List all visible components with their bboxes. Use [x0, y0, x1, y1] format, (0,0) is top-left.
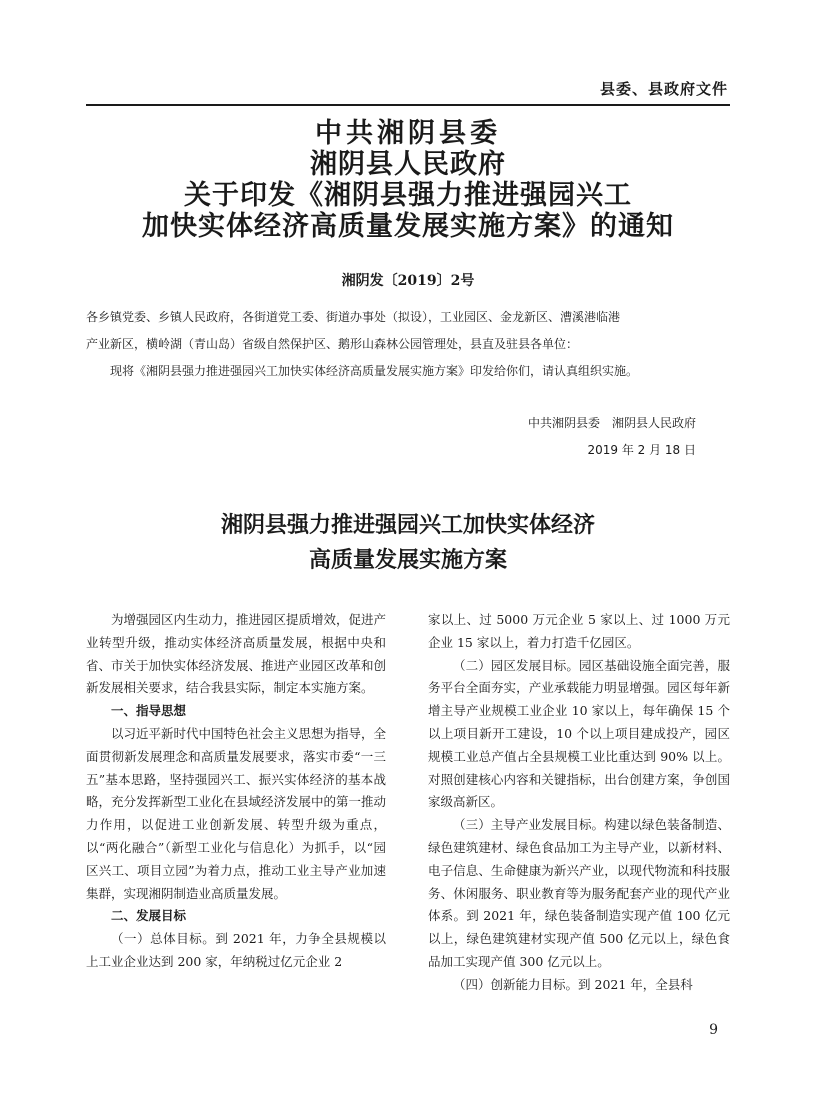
plan-title-line-2: 高质量发展实施方案 — [308, 548, 507, 573]
goal-3-label: （三）主导产业发展目标。 — [453, 817, 605, 833]
goal-1-text: 到 2021 年，力争全县规模以上工业企业达到 200 家，年纳税过亿元企业 2 — [86, 931, 386, 969]
goal-1-continued: 家以上、过 5000 万元企业 5 家以上、过 1000 万元企业 15 家以上，着力打造千亿园区。 — [428, 612, 730, 650]
title-line-4: 加快实体经济高质量发展实施方案》的通知 — [142, 211, 674, 242]
guiding-paragraph: 以习近平新时代中国特色社会主义思想为指导，全面贯彻新发展理念和高质量发展要求，落实市委“一三五”基本思路，坚持强园兴工、振兴实体经济的基本战略，充分发挥新型工业化在县域经济发展中的第一推动力作用，以促进工业创新发展、转型升级为重点，以“两化融合”（新型工业化与信息化）为抓手，以“园区兴工、项目立园”为着力点，推动工业主导产业加速集群，实现湘阴制造业高质量发展。 — [86, 725, 387, 901]
plan-title-line-1: 湘阴县强力推进强园兴工加快实体经济 — [220, 513, 595, 538]
recipients-line-1: 各乡镇党委、乡镇人民政府，各街道党工委、街道办事处（拟设），工业园区、金龙新区、漕溪港临港 — [86, 310, 621, 324]
goal-4-label: （四）创新能力目标。 — [453, 976, 579, 992]
goal-3-paragraph — [428, 814, 730, 974]
right-column — [428, 609, 730, 997]
goal-4-text: 到 2021 年，全县科 — [578, 976, 693, 992]
title-line-2: 湘阴县人民政府 — [310, 149, 506, 180]
instruction-text: 现将《湘阴县强力推进强园兴工加快实体经济高质量发展实施方案》印发给你们，请认真组织实施。 — [110, 364, 639, 378]
title-line-1: 中共湘阴县委 — [315, 118, 501, 149]
section-heading-goals: 二、发展目标 — [111, 908, 187, 924]
notice-title — [86, 118, 730, 242]
section-heading-guiding: 一、指导思想 — [111, 703, 187, 719]
issue-date: 2019 年 2 月 18 日 — [587, 443, 696, 457]
recipients-line-2: 产业新区，横岭湖（青山岛）省级自然保护区、鹅形山森林公园管理处，县直及驻县各单位： — [86, 337, 579, 351]
left-column — [86, 609, 386, 974]
page-number: 9 — [709, 1022, 718, 1038]
signature-block — [528, 410, 696, 464]
intro-paragraph: 为增强园区内生动力，推进园区提质增效，促进产业转型升级，推动实体经济高质量发展，根据中央和省、市关于加快实体经济发展、推进产业园区改革和创新发展相关要求，结合我县实际，制定本实施方案。 — [86, 612, 387, 696]
title-line-3: 关于印发《湘阴县强力推进强园兴工 — [184, 180, 632, 211]
goal-1-paragraph — [86, 928, 386, 974]
document-number: 湘阴发〔2019〕2号 — [341, 273, 475, 289]
goal-3-text: 构建以绿色装备制造、绿色建筑建材、绿色食品加工为主导产业，以新材料、电子信息、生命健康为新兴产业，以现代物流和科技服务、休闲服务、职业教育等为服务配套产业的现代产业体系。到 2021 年，绿色装备制造实现产值 100 亿元以上，绿色建筑建材实现产值 500 亿元以上，绿色食品加工实现产值 300 亿元以上。 — [428, 817, 730, 969]
goal-1-label: （一）总体目标。 — [111, 931, 216, 947]
recipients-block — [86, 304, 730, 385]
goal-2-label: （二）园区发展目标。 — [453, 657, 579, 673]
goal-4-paragraph — [428, 974, 730, 997]
goal-2-text: 园区基础设施全面完善，服务平台全面夯实，产业承载能力明显增强。园区每年新增主导产业规模工业企业 10 家以上，每年确保 15 个以上项目新开工建设，10 个以上项目建成投产，园区规模工业总产值占全县规模工业比重达到 90% 以上。对照创建核心内容和关键指标，出台创建方案，争创国家级高新区。 — [428, 657, 730, 810]
header-divider — [86, 104, 730, 106]
plan-title — [86, 508, 730, 578]
signatories: 中共湘阴县委 湘阴县人民政府 — [527, 416, 696, 430]
goal-2-paragraph — [428, 655, 730, 815]
section-label: 县委、县政府文件 — [599, 80, 728, 98]
